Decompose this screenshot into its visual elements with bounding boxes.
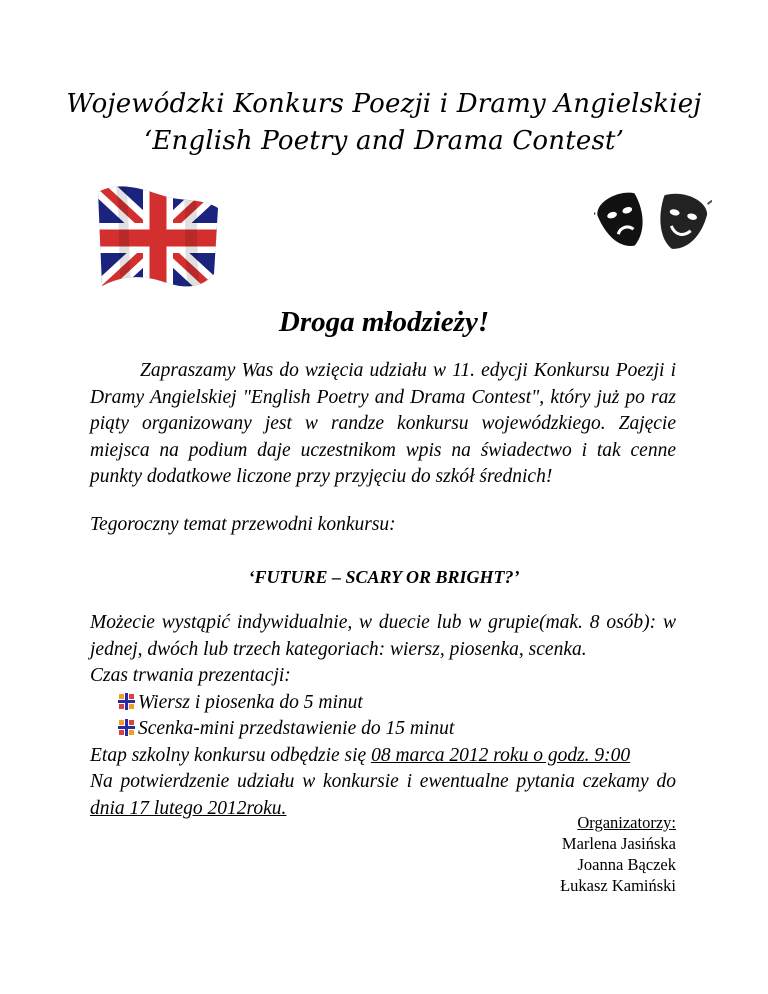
organizers-label: Organizatorzy: <box>577 813 676 832</box>
theatre-masks-icon <box>594 186 712 260</box>
bullet-text: Scenka-mini przedstawienie do 15 minut <box>138 718 455 739</box>
organizer-name: Marlena Jasińska <box>561 834 676 853</box>
bullet-cross-icon <box>118 719 135 736</box>
duration-label: Czas trwania prezentacji: <box>90 665 291 686</box>
intro-paragraph: Zapraszamy Was do wzięcia udziału w 11. edycji Konkursu Poezji i Dramy Angielskiej "English Poetry and Drama Contest", który już po raz piąty organizowany jest w randze konkursu wojewódzkiego. Zajęcie miejsca na podium daje uczestnikom wpis na świadectwo i tak cenne punkty dodatkowe liczone przy przyjęciu do szkół średnich! <box>90 360 676 487</box>
confirm-date: dnia 17 lutego 2012roku. <box>90 797 287 819</box>
uk-flag-icon <box>92 178 224 300</box>
list-item <box>90 690 676 717</box>
details-section <box>90 610 676 822</box>
organizers-block <box>560 812 676 896</box>
title-line-english: ‘English Poetry and Drama Contest’ <box>143 126 625 156</box>
contest-theme: ‘FUTURE – SCARY OR BRIGHT?’ <box>248 567 520 587</box>
greeting-heading: Droga młodzieży! <box>278 306 490 338</box>
bullet-text: Wiersz i piosenka do 5 minut <box>138 691 363 713</box>
list-item <box>90 716 676 743</box>
title-line-polish: Wojewódzki Konkurs Poezji i Dramy Angielskiej <box>66 89 702 119</box>
school-stage-line <box>90 743 676 770</box>
confirm-prefix: Na potwierdzenie udziału w konkursie i ewentualne pytania czekamy do <box>90 771 676 792</box>
stage-prefix: Etap szkolny konkursu odbędzie się <box>90 744 372 766</box>
theme-intro-text: Tegoroczny temat przewodni konkursu: <box>90 514 396 535</box>
organizer-name: Joanna Bączek <box>577 855 676 874</box>
stage-date: 08 marca 2012 roku o godz. 9:00 <box>371 744 631 766</box>
bullet-cross-icon <box>118 693 135 710</box>
document-title <box>0 86 768 160</box>
participation-text: Możecie wystąpić indywidualnie, w duecie lub w grupie(mak. 8 osób): w jednej, dwóch lub trzech kategoriach: wiersz, piosenka, scenka. <box>90 612 676 660</box>
organizer-name: Łukasz Kamiński <box>560 876 676 895</box>
